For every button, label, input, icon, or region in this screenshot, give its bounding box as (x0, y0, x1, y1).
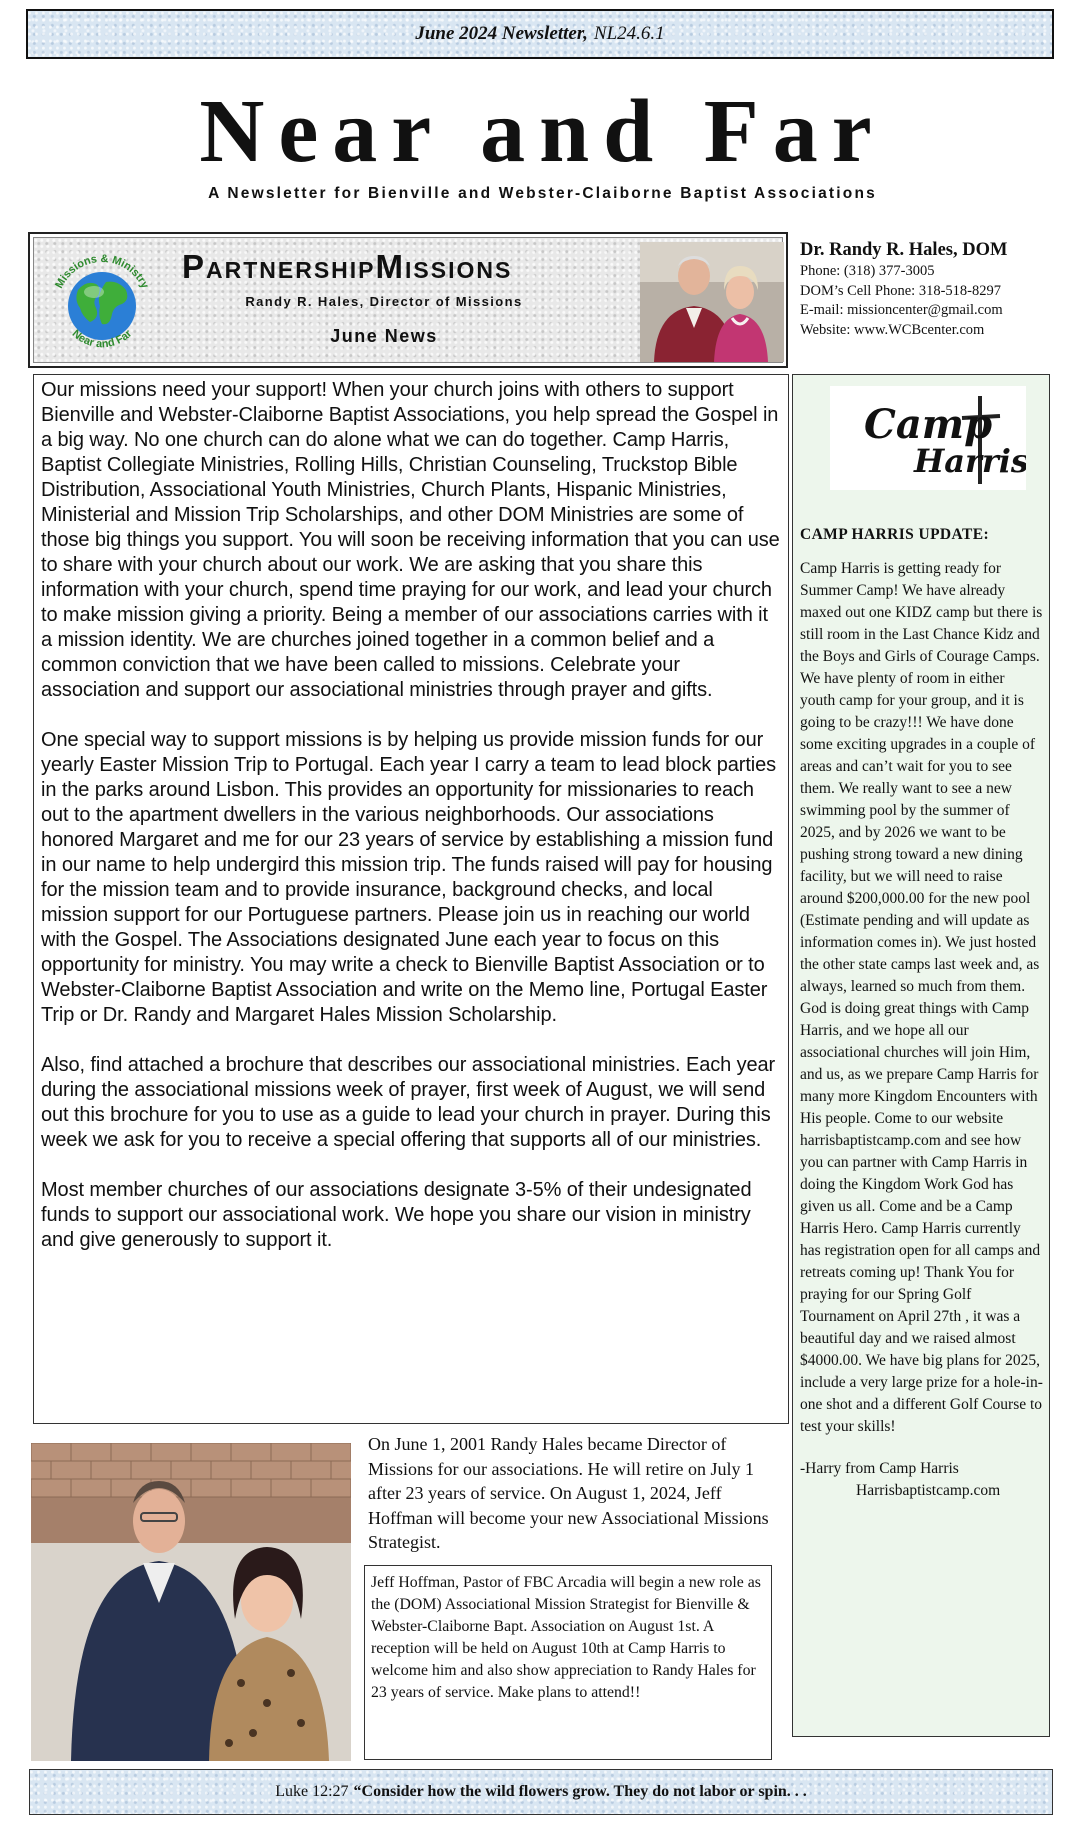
contact-name: Dr. Randy R. Hales, DOM (800, 240, 1008, 260)
logo-text-top: Missions & Ministry (53, 252, 151, 291)
partnership-missions-title: PartnershipMissions (182, 248, 513, 285)
newsletter-label: June 2024 Newsletter, (415, 23, 588, 44)
sidebar-signature-site: Harrisbaptistcamp.com (856, 1482, 1001, 1499)
newsletter-title: Near and Far (199, 82, 886, 181)
logo-camp-text: Camp (864, 401, 993, 448)
newsletter-subtitle: A Newsletter for Bienville and Webster-Claiborne Baptist Associations (208, 185, 877, 202)
jeff-hoffman-text: Jeff Hoffman, Pastor of FBC Arcadia will begin a new role as the (DOM) Associational Mission Strategist for Bienville & Webster-Claiborne Bapt. Association on August 1st. A reception will be held on August 10th at Camp Harris to welcome him and also show appreciation to Randy Hales for 23 years of service. Make plans to attend!! (371, 1574, 761, 1701)
scripture-bar (29, 1769, 1053, 1815)
logo-text-bottom: Near and Far (69, 327, 135, 351)
director-line: Randy R. Hales, Director of Missions (245, 294, 523, 309)
scripture-quote: “Consider how the wild flowers grow. They do not labor or spin. . . (353, 1783, 807, 1800)
camp-harris-logo (830, 386, 1026, 490)
issue-code: NL24.6.1 (593, 23, 665, 44)
sidebar-heading: CAMP HARRIS UPDATE: (800, 526, 990, 543)
logo-harris-text: Harris (914, 442, 1026, 480)
contact-cell: DOM’s Cell Phone: 318-518-8297 (800, 282, 1001, 299)
scripture-reference: Luke 12:27 (275, 1783, 349, 1800)
edition-label: June News (330, 326, 438, 346)
article-paragraph: Our missions need your support! When your church joins with others to support Bienville and Webster-Claiborne Baptist Associations, you help spread the Gospel in a big way. No one church can do alone what we can do together. Camp Harris, Baptist Collegiate Ministries, Rolling Hills, Christian Counseling, Truckstop Bible Distribution, Associational Youth Ministries, Church Plants, Hispanic Ministries, Ministerial and Mission Trip Scholarships, and other DOM Ministries are some of those big things you support. You will soon be receiving information that you can use to share with your church about our work. We are asking that you share this information with your church, spend time praying for our work, and lead your church to make mission giving a priority. Being a member of our associations carries with it a mission identity. We are churches joined together in a common belief and a common conviction that we have been called to missions. Celebrate your association and support our associational ministries through prayer and gifts. (41, 379, 780, 701)
article-paragraph: Also, find attached a brochure that describes our associational ministries. Each year during the associational missions week of prayer, first week of August, we will send out this brochure for you to use as a guide to lead your church in prayer. During this week we ask for you to receive a special offering that supports all of our ministries. (41, 1054, 776, 1151)
missions-ministry-logo (44, 246, 160, 360)
sidebar-signature: -Harry from Camp Harris (800, 1460, 959, 1477)
camp-harris-sidebar (792, 374, 1050, 1737)
article-paragraph: Most member churches of our associations designate 3-5% of their undesignated funds to support our associational work. We hope you share our vision in ministry and give generously to support it. (41, 1179, 752, 1251)
jeff-hoffman-photo (31, 1443, 351, 1761)
main-article (33, 374, 789, 1424)
contact-website: Website: www.WCBcenter.com (800, 321, 985, 338)
retirement-announcement: On June 1, 2001 Randy Hales became Director of Missions for our associations. He will retire on July 1 after 23 years of service. On August 1, 2024, Jeff Hoffman will become your new Associational Missions Strategist. (368, 1434, 769, 1552)
contact-email: E-mail: missioncenter@gmail.com (800, 302, 1003, 318)
issue-bar (26, 9, 1054, 59)
article-paragraph: One special way to support missions is by helping us provide mission funds for our yearly Easter Mission Trip to Portugal. Each year I carry a team to lead block parties in the parks around Lisbon. This provides an opportunity for missionaries to reach out to the apartment dwellers in the various neighborhoods. Our associations honored Margaret and me for our 23 years of service by establishing a mission fund in our name to help undergird this mission trip. The funds raised will pay for housing for the mission team and to provide insurance, background checks, and local mission support for our Portuguese partners. Please join us in reaching our world with the Gospel. The Associations designated June each year to focus on this opportunity for ministry. You may write a check to Bienville Baptist Association or to Webster-Claiborne Baptist Association and write on the Memo line, Portugal Easter Trip or Dr. Randy and Margaret Hales Mission Scholarship. (41, 729, 777, 1026)
randy-margaret-photo (640, 242, 784, 362)
partnership-missions-banner (28, 232, 788, 368)
contact-info (800, 238, 1070, 340)
contact-phone: Phone: (318) 377-3005 (800, 263, 935, 279)
sidebar-update-text: Camp Harris is getting ready for Summer Camp! We have already maxed out one KIDZ camp but there is still room in the Last Chance Kidz and the Boys and Girls of Courage Camps. We have plenty of room in either youth camp for your group, and it is going to be crazy!!! We have done some exciting upgrades in a couple of areas and can’t wait for you to see them. We really want to see a new swimming pool by the summer of 2025, and by 2026 we want to be pushing strong toward a new dining facility, but we will need to raise around $200,000.00 for the new pool (Estimate pending and will update as information comes in). We just hosted the other state camps last week and, as always, learned so much from them. God is doing great things with Camp Harris, and we hope all our associational churches will join Him, and us, as we prepare Camp Harris for many more Kingdom Encounters with His people. Come to our website harrisbaptistcamp.com and see how you can partner with Camp Harris in doing the Kingdom Work God has given us all. Come and be a Camp Harris Hero. Camp Harris currently has registration open for all camps and retreats coming up! Thank You for praying for our Spring Golf Tournament on April 27th , it was a beautiful day and we raised almost $4000.00. We have big plans for 2025, include a very large prize for a hole-in-one shot and a different Golf Course to test your skills! (800, 560, 1043, 1435)
jeff-hoffman-box (364, 1565, 772, 1760)
